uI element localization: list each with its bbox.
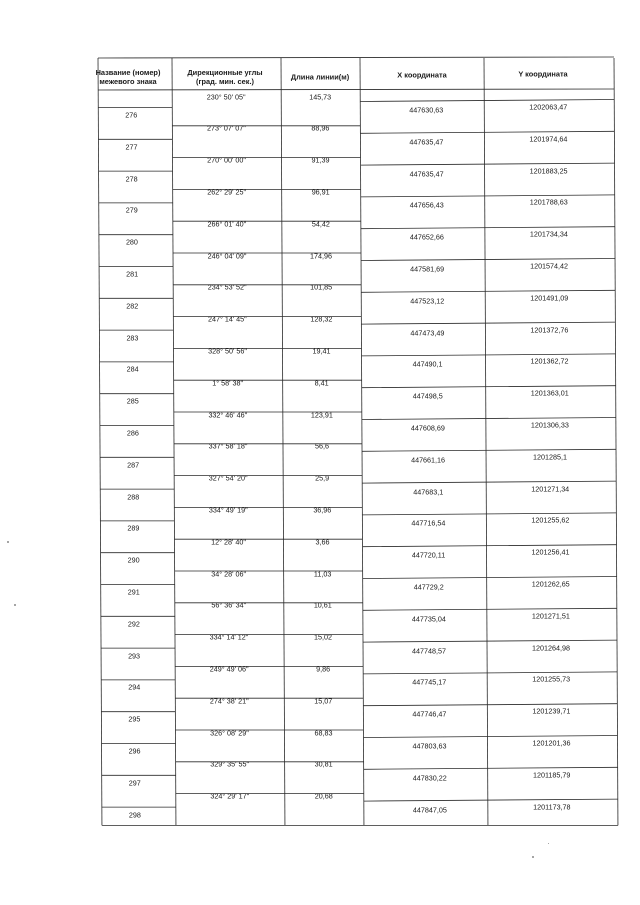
y-coordinate-cell: 1201306,33 [530,420,569,430]
coord-row-border [362,417,616,419]
direction-angle-cell: 234° 53' 52" [207,282,247,292]
coord-row-border [362,386,616,388]
y-coordinate-cell: 1201362,72 [530,356,569,366]
direction-angle-cell: 246° 04' 09" [207,251,247,260]
y-coordinate-cell: 1201264,98 [532,643,571,653]
point-name-cell: 288 [127,492,140,502]
scan-speck [532,856,534,858]
point-name-cell: 277 [125,142,138,152]
line-length-cell: 19,41 [312,346,331,356]
coord-row-border [363,704,617,706]
line-length-cell: 36,96 [313,505,332,515]
direction-angle-cell: 249° 49' 06" [209,664,249,674]
coord-row-border [360,99,614,101]
x-coordinate-cell: 447635,47 [409,169,444,179]
header-point-name-line1: Название (номер) [95,68,161,77]
header-bottom-border [98,89,614,90]
line-length-cell: 96,91 [311,187,330,197]
coord-row-border [363,672,617,674]
line-length-cell: 11,03 [313,569,332,578]
point-name-cell: 280 [125,237,138,247]
x-coordinate-cell: 447630,63 [409,105,444,115]
point-name-cell: 283 [126,333,139,343]
coord-row-border [361,290,615,292]
x-coordinate-cell: 447498,5 [412,391,443,401]
x-coordinate-cell: 447661,16 [411,455,446,465]
direction-angle-cell: 326° 08' 29" [210,728,249,737]
header-top-border [98,57,614,58]
column-border [360,58,364,825]
line-length-cell: 68,83 [314,728,333,737]
direction-angle-cell: 12° 28' 40" [211,537,246,547]
y-coordinate-cell: 1201883,25 [529,166,568,176]
x-coordinate-cell: 447652,66 [409,232,444,242]
line-length-cell: 30,81 [314,759,333,769]
coord-row-border [361,195,615,197]
direction-angle-cell: 262° 29' 25" [207,187,247,197]
column-border [614,58,618,825]
x-coordinate-cell: 447746,47 [412,709,447,719]
column-border [281,58,285,825]
direction-angle-cell: 329° 35' 55" [210,759,250,769]
coord-row-border [363,608,617,610]
direction-angle-cell: 337° 58' 18" [208,441,248,451]
y-coordinate-cell: 1201372,76 [530,325,569,335]
x-coordinate-cell: 447656,43 [409,200,444,210]
direction-angle-cell: 56° 36' 34" [211,600,247,610]
line-length-cell: 128,32 [310,314,333,324]
point-name-cell: 282 [126,301,139,311]
y-coordinate-cell: 1201239,71 [532,706,571,716]
direction-angle-cell: 334° 14' 12" [209,632,249,642]
point-name-cell: 297 [128,778,141,788]
header-y-coordinate: Y координата [518,69,568,79]
x-coordinate-cell: 447473,49 [410,328,445,338]
coord-row-border [363,576,617,578]
y-coordinate-cell: 1201271,51 [531,611,570,621]
line-length-cell: 8,41 [314,378,329,388]
y-coordinate-cell: 1201788,63 [529,197,568,207]
point-name-cell: 292 [127,619,140,629]
x-coordinate-cell: 447490,1 [412,359,443,369]
header-point-name-line2: межевого знака [99,77,157,86]
coord-row-border [362,481,616,483]
point-name-cell: 279 [125,205,138,215]
direction-angle-cell: 324° 29' 17" [210,791,250,801]
direction-angle-cell: 328° 50' 56" [208,346,247,356]
x-coordinate-cell: 447735,04 [411,614,446,624]
header-x-coordinate: X координата [397,70,447,80]
direction-angle-cell: 247° 14' 45" [207,314,247,324]
line-length-cell: 3,66 [315,537,330,547]
y-coordinate-cell: 1201185,79 [532,770,571,780]
point-name-cell: 278 [125,174,138,184]
x-coordinate-cell: 447830,22 [412,773,447,783]
line-length-cell: 145,73 [309,92,332,101]
coord-row-border [361,322,615,324]
scan-speck [14,604,16,606]
x-coordinate-cell: 447716,54 [411,518,446,528]
point-name-cell: 290 [127,555,140,565]
x-coordinate-cell: 447523,12 [410,296,445,306]
y-coordinate-cell: 1201363,01 [530,388,569,398]
coord-row-border [364,799,618,801]
line-length-cell: 91,39 [311,155,330,165]
coord-row-border [361,227,615,229]
coord-row-border [363,545,617,547]
scan-speck [7,541,9,543]
line-length-cell: 174,96 [310,251,333,260]
direction-angle-cell: 327° 54' 20" [208,473,248,483]
y-coordinate-cell: 1201734,34 [529,229,568,239]
x-coordinate-cell: 447847,05 [412,805,447,815]
y-coordinate-cell: 1201173,78 [533,802,571,812]
column-border [484,58,488,825]
y-coordinate-cell: 1201271,34 [531,484,570,494]
x-coordinate-cell: 447729,2 [413,582,444,592]
header-point-name [96,68,161,86]
line-length-cell: 123,91 [310,410,333,419]
y-coordinate-cell: 1201574,42 [530,261,569,271]
line-length-cell: 9,86 [316,664,331,674]
coord-row-border [362,354,616,356]
line-length-cell: 25,9 [315,473,330,483]
direction-angle-cell: 34° 28' 06" [211,569,247,578]
line-length-cell: 10,61 [313,600,332,610]
line-length-cell: 54,42 [311,219,330,229]
coord-row-border [362,449,616,451]
y-coordinate-cell: 1201201,36 [532,738,571,748]
direction-angle-cell: 332° 46' 46" [208,410,248,419]
header-angle-line2: (град. мин. сек.) [196,77,254,86]
y-coordinate-cell: 1201255,73 [532,674,571,684]
coord-row-border [363,735,617,737]
coord-row-border [363,640,617,642]
point-name-cell: 296 [128,746,141,756]
line-length-cell: 101,85 [310,282,333,292]
point-name-cell: 276 [125,110,138,120]
coord-row-border [364,767,618,769]
coord-row-border [362,513,616,515]
x-coordinate-cell: 447748,57 [412,646,447,656]
column-border [98,58,102,825]
coord-row-border [361,163,615,165]
point-name-cell: 293 [128,651,141,661]
direction-angle-cell: 230° 50' 05" [206,92,246,101]
line-length-cell: 15,02 [313,632,332,642]
direction-angle-cell: 273° 07' 07" [206,123,246,133]
point-name-cell: 285 [126,396,139,406]
point-name-cell: 295 [128,714,141,724]
x-coordinate-cell: 447683,1 [413,487,444,497]
point-name-cell: 294 [128,682,141,692]
header-direction-angle [187,68,262,86]
x-coordinate-cell: 447745,17 [412,677,447,687]
direction-angle-cell: 334° 49' 19" [208,505,248,515]
y-coordinate-cell: 1201262,65 [531,579,570,589]
y-coordinate-cell: 1201256,41 [531,547,570,557]
point-name-cell: 287 [127,460,140,470]
column-border [172,58,176,825]
x-coordinate-cell: 447608,69 [410,423,445,433]
y-coordinate-cell: 1201974,64 [529,134,568,144]
y-coordinate-cell: 1202063,47 [529,102,568,112]
x-coordinate-cell: 447720,11 [411,550,446,560]
point-name-cell: 286 [126,428,139,438]
y-coordinate-cell: 1201491,09 [530,293,569,303]
direction-angle-cell: 266° 01' 40" [207,219,247,229]
x-coordinate-cell: 447635,47 [409,137,444,147]
y-coordinate-cell: 1201255,62 [531,515,570,525]
point-name-cell: 298 [128,810,141,820]
x-coordinate-cell: 447803,63 [412,741,447,751]
direction-angle-cell: 1° 58' 38" [212,378,244,388]
line-length-cell: 15,07 [314,696,333,706]
point-name-cell: 291 [127,587,140,597]
point-name-cell: 284 [126,364,139,374]
direction-angle-cell: 274° 38' 21" [209,696,249,706]
point-name-cell: 289 [127,523,140,533]
point-name-cell: 281 [126,269,139,279]
line-length-cell: 56,6 [314,441,329,451]
line-length-cell: 20,68 [314,791,333,801]
coord-row-border [361,258,615,260]
header-angle-line1: Дирекционные углы [187,68,263,77]
direction-angle-cell: 270° 00' 00" [207,155,246,165]
y-coordinate-cell: 1201285,1 [533,452,568,462]
scan-speck [548,843,549,844]
line-length-cell: 88,96 [311,123,330,133]
x-coordinate-cell: 447581,69 [410,264,445,274]
header-line-length: Длина линии(м) [290,72,350,82]
coord-row-border [360,131,614,133]
